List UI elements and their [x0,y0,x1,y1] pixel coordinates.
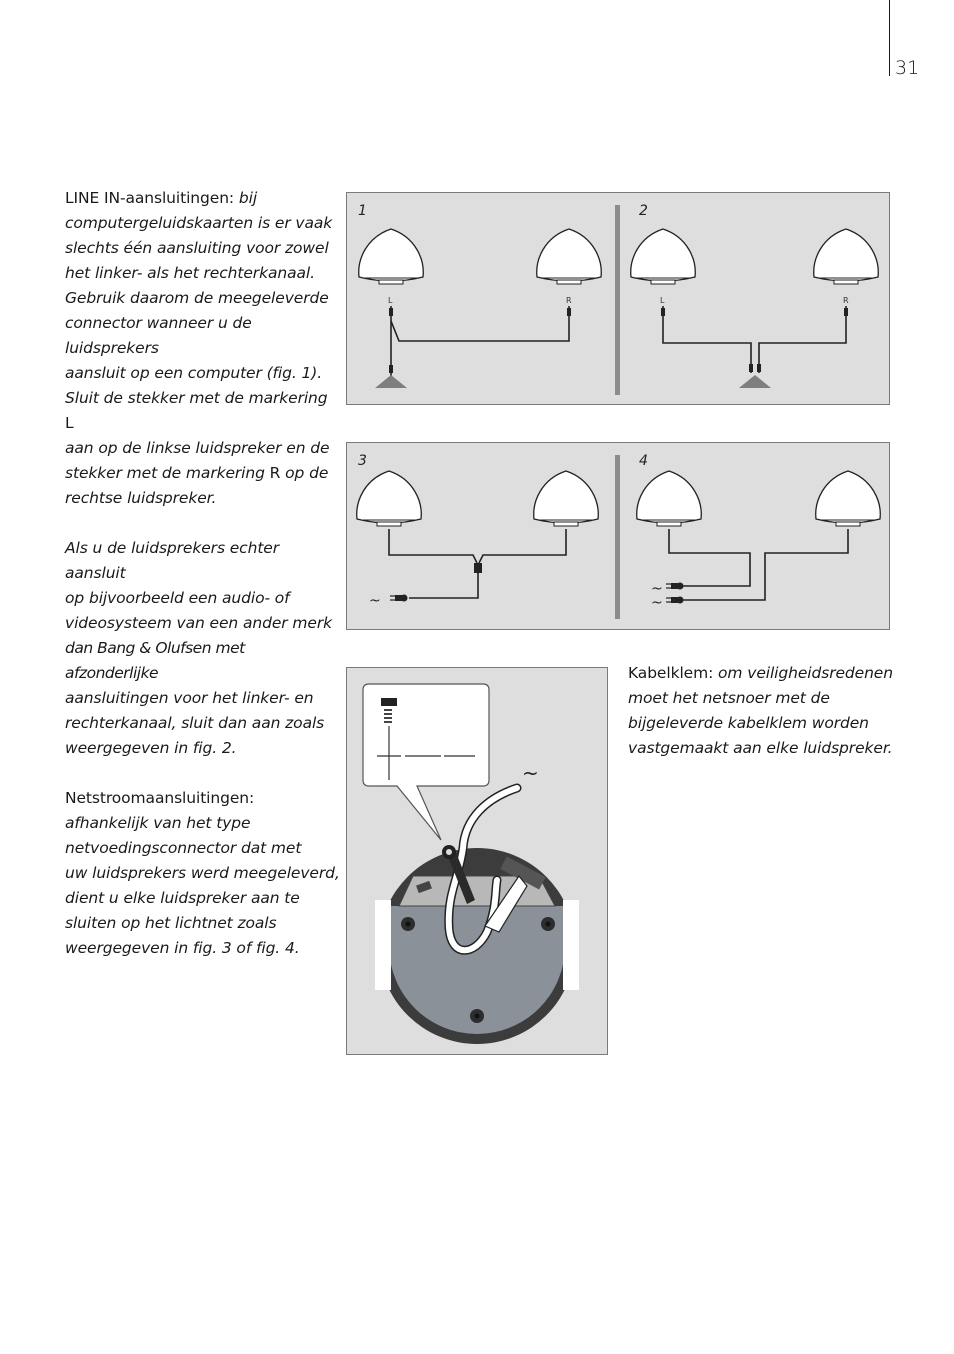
figure-3-number: 3 [358,453,367,469]
speaker-right-icon [816,471,880,526]
left-text-column [65,186,340,961]
speaker-right-icon [814,229,878,284]
fig4-plug-1-icon [666,583,684,590]
clamp-mains-symbol: ~ [522,761,539,785]
fig4-mains-symbol-1: ~ [651,581,663,597]
fig4-mains-symbol-2: ~ [651,595,663,611]
line-in-paragraph: LINE IN-aansluitingen: bij computergeluidskaarten is er vaak slechts één aansluiting voor zowel het linker- als het rechterkanaal. Gebruik daarom de meegeleverde connector wanneer u de luidsprekers aansluit op een computer (fig. 1). Sluit de stekker met de markering L aan op de linkse luidspreker en de stekker met de markering R op de rechtse luidspreker. [65,189,333,507]
fig2-left-label: L [660,296,665,305]
other-brand-paragraph: Als u de luidsprekers echter aansluit op bijvoorbeeld een audio- of videosysteem van een ander merk dan Bang & Olufsen met afzonderlijke aansluitingen voor het linker- en rechterkanaal, sluit dan aan zoals weergegeven in fig. 2. [65,539,332,757]
cable-clamp-text: Kabelklem: om veiligheidsredenen moet het netsnoer met de bijgeleverde kabelklem worden vastgemaakt aan elke luidspreker. [628,664,893,757]
figure-panel-1-2 [346,192,890,405]
fig1-cable [391,306,569,378]
figure-2-number: 2 [639,203,648,219]
figure-panel-3-4 [346,442,890,630]
speaker-left-icon [631,229,695,284]
page-number-rule [889,0,890,76]
speaker-left-icon [357,471,421,526]
speaker-right-icon [534,471,598,526]
line-in-heading: LINE IN-aansluitingen: [65,189,235,207]
fig3-mains-symbol: ~ [369,593,381,609]
fig1-left-label: L [388,296,393,305]
cable-clamp-diagram [347,668,609,1056]
figure-divider [615,455,620,619]
fig2-jack-icon [739,375,771,388]
fig2-right-label: R [843,296,849,305]
speaker-right-icon [537,229,601,284]
mains-paragraph: Netstroomaansluitingen: afhankelijk van het type netvoedingsconnector dat met uw luidsprekers werd meegeleverd, dient u elke luidspreker aan te sluiten op het lichtnet zoals weergegeven in fig. 3 of fig. 4. [65,789,340,957]
figure-1-number: 1 [358,203,367,219]
cable-clamp-figure [346,667,608,1055]
figure-divider [615,205,620,395]
fig1-right-label: R [566,296,572,305]
figure-1-2-diagram [347,193,891,406]
figure-4-number: 4 [639,453,648,469]
speaker-left-icon [637,471,701,526]
fig2-cable [663,306,846,373]
speaker-left-icon [359,229,423,284]
marker-l: L [65,414,74,432]
marker-r: R [269,464,281,482]
cable-clamp-heading: Kabelklem: [628,664,714,682]
page-number: 31 [895,57,920,79]
fig4-power-cables [669,529,848,600]
fig3-plug-icon [390,595,408,602]
figure-3-4-diagram [347,443,891,631]
mains-heading: Netstroomaansluitingen: [65,789,255,807]
fig1-jack-icon [375,375,407,388]
fig4-plug-2-icon [666,597,684,604]
